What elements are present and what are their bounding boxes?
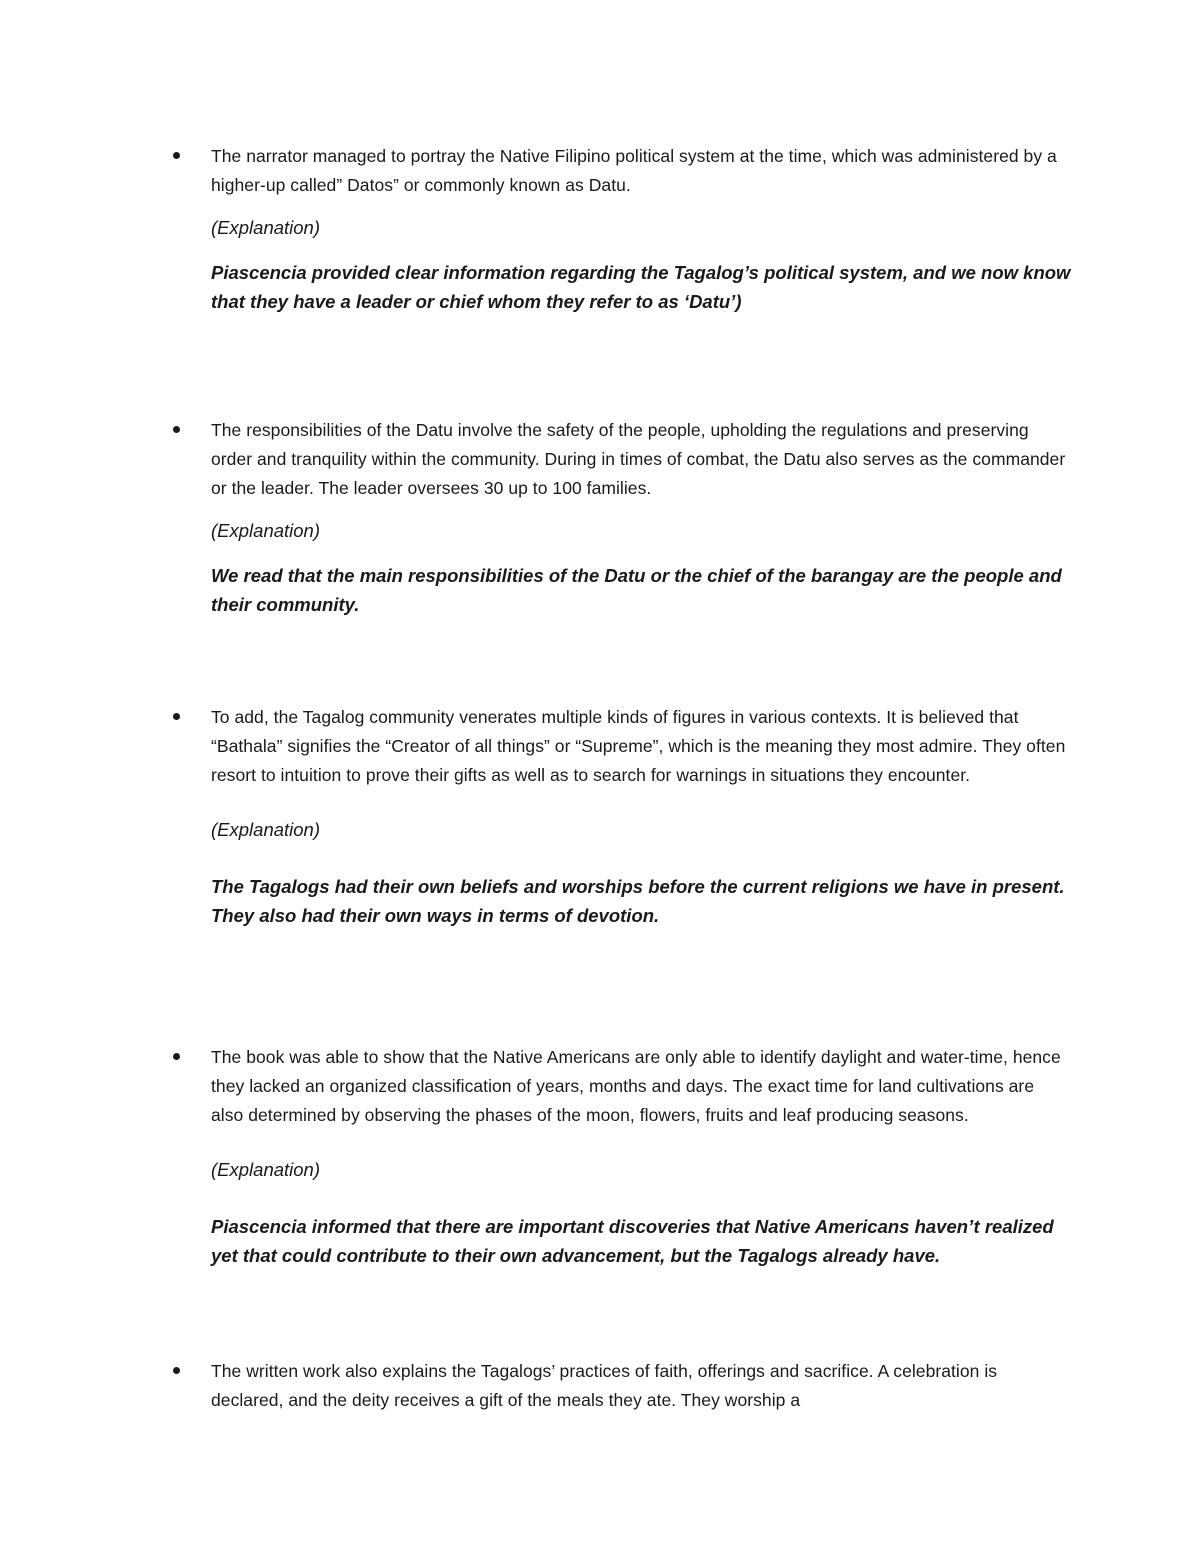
explanation-text: We read that the main responsibilities of the Datu or the chief of the barangay are the people and their community. bbox=[211, 565, 1062, 615]
bullet-icon bbox=[173, 1367, 180, 1374]
bullet-item bbox=[211, 1357, 1071, 1415]
explanation-label: (Explanation) bbox=[211, 1159, 321, 1180]
bullet-icon bbox=[173, 713, 180, 720]
bullet-icon bbox=[173, 426, 180, 433]
bullet-item bbox=[211, 1043, 1071, 1270]
explanation-label: (Explanation) bbox=[211, 217, 321, 238]
explanation-text: Piascencia informed that there are important discoveries that Native Americans haven’t realized yet that could contribute to their own advancement, but the Tagalogs already have. bbox=[211, 1216, 1054, 1266]
bullet-icon bbox=[173, 152, 180, 159]
explanation-text: Piascencia provided clear information regarding the Tagalog’s political system, and we now know that they have a leader or chief whom they refer to as ‘Datu’) bbox=[211, 262, 1071, 312]
bullet-item bbox=[211, 416, 1071, 619]
bullet-icon bbox=[173, 1053, 180, 1060]
bullet-text: The written work also explains the Tagalogs’ practices of faith, offerings and sacrifice. A celebration is declared, and the deity receives a gift of the meals they ate. They worship a bbox=[211, 1361, 998, 1410]
explanation-label: (Explanation) bbox=[211, 520, 321, 541]
bullet-item bbox=[211, 142, 1071, 316]
explanation-text: The Tagalogs had their own beliefs and worships before the current religions we have in present. They also had their own ways in terms of devotion. bbox=[211, 876, 1065, 926]
bullet-text: The book was able to show that the Native Americans are only able to identify daylight and water-time, hence they lacked an organized classification of years, months and days. The exact time for land cultivations are also determined by observing the phases of the moon, flowers, fruits and leaf producing seasons. bbox=[211, 1047, 1061, 1125]
explanation-label: (Explanation) bbox=[211, 819, 321, 840]
bullet-text: The responsibilities of the Datu involve the safety of the people, upholding the regulations and preserving order and tranquility within the community. During in times of combat, the Datu also serves as the commander or the leader. The leader oversees 30 up to 100 families. bbox=[211, 420, 1066, 498]
bullet-text: The narrator managed to portray the Native Filipino political system at the time, which was administered by a higher-up called” Datos” or commonly known as Datu. bbox=[211, 146, 1057, 195]
bullet-item bbox=[211, 703, 1071, 930]
bullet-text: To add, the Tagalog community venerates multiple kinds of figures in various contexts. It is believed that “Bathala” signifies the “Creator of all things” or “Supreme”, which is the meaning they most admire. They often resort to intuition to prove their gifts as well as to search for warnings in situations they encounter. bbox=[211, 707, 1066, 785]
